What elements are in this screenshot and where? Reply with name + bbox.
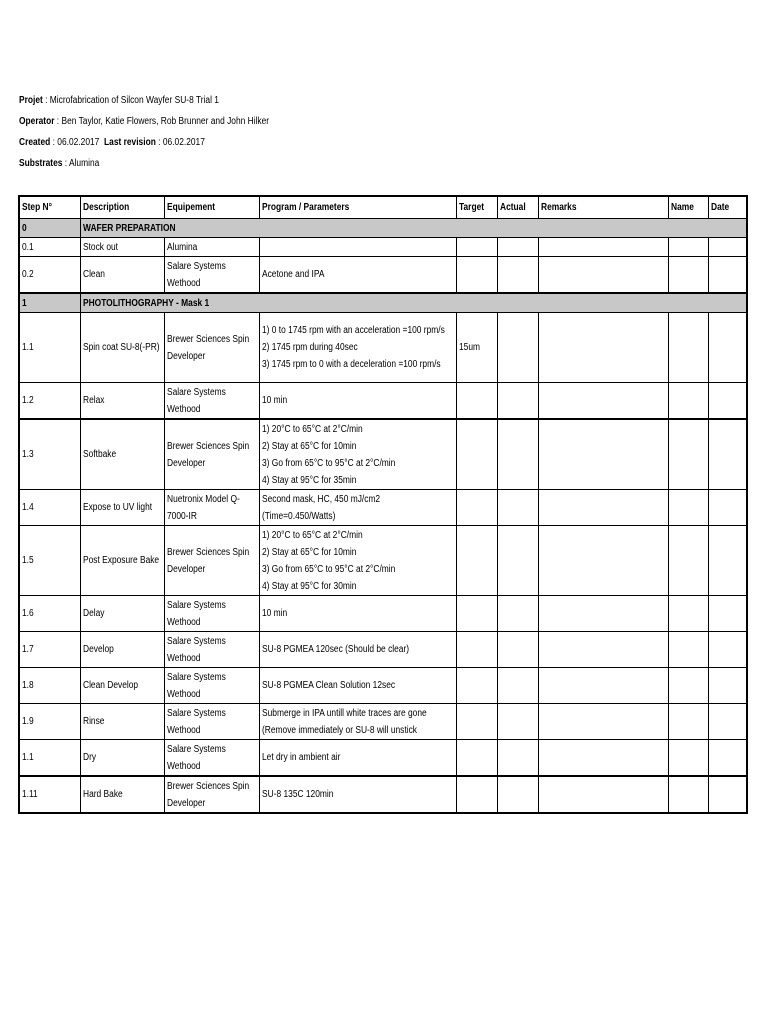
col-header-date: Date	[708, 196, 747, 219]
remarks-cell[interactable]	[538, 776, 668, 813]
description-cell: Hard Bake	[80, 776, 164, 813]
date-cell[interactable]	[708, 596, 747, 632]
description-cell: Clean Develop	[80, 668, 164, 704]
description-cell: Post Exposure Bake	[80, 526, 164, 596]
actual-cell[interactable]	[497, 740, 538, 777]
remarks-cell[interactable]	[538, 490, 668, 526]
actual-cell[interactable]	[497, 668, 538, 704]
step-cell: 1.11	[19, 776, 80, 813]
params-cell: Second mask, HC, 450 mJ/cm2 (Time=0.450/Watts)	[259, 490, 456, 526]
section-step: 0	[19, 219, 80, 238]
table-row	[19, 776, 747, 813]
step-cell: 1.1	[19, 313, 80, 383]
date-cell[interactable]	[708, 383, 747, 420]
date-cell[interactable]	[708, 313, 747, 383]
section-title: PHOTOLITHOGRAPHY - Mask 1	[80, 293, 747, 313]
equipment-cell: Salare Systems Wethood	[164, 596, 259, 632]
revision-label: Last revision	[104, 137, 156, 148]
description-cell: Stock out	[80, 238, 164, 257]
params-cell: Submerge in IPA untill white traces are gone (Remove immediately or SU-8 will unstick	[259, 704, 456, 740]
target-cell	[456, 596, 497, 632]
remarks-cell[interactable]	[538, 668, 668, 704]
remarks-cell[interactable]	[538, 740, 668, 777]
section-row	[19, 293, 747, 313]
name-cell[interactable]	[668, 419, 708, 490]
target-cell	[456, 632, 497, 668]
col-header-name: Name	[668, 196, 708, 219]
name-cell[interactable]	[668, 668, 708, 704]
actual-cell[interactable]	[497, 776, 538, 813]
col-header-step: Step N°	[19, 196, 80, 219]
equipment-cell: Salare Systems Wethood	[164, 383, 259, 420]
revision-value: : 06.02.2017	[155, 137, 205, 148]
step-cell: 1.4	[19, 490, 80, 526]
table-header-row	[19, 196, 747, 219]
table-row	[19, 632, 747, 668]
equipment-cell: Salare Systems Wethood	[164, 668, 259, 704]
substrates-label: Substrates	[19, 158, 63, 169]
date-cell[interactable]	[708, 490, 747, 526]
equipment-cell: Brewer Sciences Spin Developer	[164, 526, 259, 596]
col-header-remarks: Remarks	[538, 196, 668, 219]
date-cell[interactable]	[708, 740, 747, 777]
params-cell: Let dry in ambient air	[259, 740, 456, 777]
remarks-cell[interactable]	[538, 704, 668, 740]
equipment-cell: Brewer Sciences Spin Developer	[164, 313, 259, 383]
section-title: WAFER PREPARATION	[80, 219, 747, 238]
created-label: Created	[19, 137, 51, 148]
equipment-cell: Alumina	[164, 238, 259, 257]
table-row	[19, 257, 747, 294]
params-cell: 10 min	[259, 383, 456, 420]
params-cell: 1) 20°C to 65°C at 2°C/min 2) Stay at 65°C for 10min 3) Go from 65°C to 95°C at 2°C/min 4) Stay at 95°C for 35min	[259, 419, 456, 490]
table-row	[19, 383, 747, 420]
description-cell: Delay	[80, 596, 164, 632]
date-cell[interactable]	[708, 419, 747, 490]
actual-cell[interactable]	[497, 313, 538, 383]
table-row	[19, 313, 747, 383]
target-cell	[456, 238, 497, 257]
equipment-cell: Salare Systems Wethood	[164, 740, 259, 777]
remarks-cell[interactable]	[538, 383, 668, 420]
section-step: 1	[19, 293, 80, 313]
col-header-target: Target	[456, 196, 497, 219]
table-row	[19, 740, 747, 777]
project-value: : Microfabrication of Silcon Wayfer SU-8 Trial 1	[42, 95, 219, 106]
target-cell: 15um	[456, 313, 497, 383]
params-cell	[259, 238, 456, 257]
description-cell: Relax	[80, 383, 164, 420]
actual-cell[interactable]	[497, 596, 538, 632]
operator-value: : Ben Taylor, Katie Flowers, Rob Brunner and John Hilker	[54, 116, 270, 127]
table-row	[19, 668, 747, 704]
table-row	[19, 490, 747, 526]
step-cell: 1.9	[19, 704, 80, 740]
name-cell[interactable]	[668, 704, 708, 740]
step-cell: 1.1	[19, 740, 80, 777]
description-cell: Softbake	[80, 419, 164, 490]
actual-cell[interactable]	[497, 526, 538, 596]
col-header-parameters: Program / Parameters	[259, 196, 456, 219]
equipment-cell: Nuetronix Model Q- 7000-IR	[164, 490, 259, 526]
remarks-cell[interactable]	[538, 238, 668, 257]
step-cell: 1.6	[19, 596, 80, 632]
name-cell[interactable]	[668, 740, 708, 777]
target-cell	[456, 740, 497, 777]
description-cell: Rinse	[80, 704, 164, 740]
step-cell: 1.3	[19, 419, 80, 490]
description-cell: Develop	[80, 632, 164, 668]
remarks-cell[interactable]	[538, 526, 668, 596]
operator-label: Operator	[19, 116, 55, 127]
target-cell	[456, 419, 497, 490]
name-cell[interactable]	[668, 490, 708, 526]
process-traveler-table	[18, 195, 748, 814]
params-cell: Acetone and IPA	[259, 257, 456, 294]
target-cell	[456, 383, 497, 420]
equipment-cell: Salare Systems Wethood	[164, 704, 259, 740]
substrates-line	[19, 156, 269, 177]
created-value: : 06.02.2017	[50, 137, 105, 148]
name-cell[interactable]	[668, 632, 708, 668]
target-cell	[456, 526, 497, 596]
equipment-cell: Salare Systems Wethood	[164, 257, 259, 294]
date-cell[interactable]	[708, 632, 747, 668]
section-row	[19, 219, 747, 238]
equipment-cell: Brewer Sciences Spin Developer	[164, 776, 259, 813]
dates-line	[19, 135, 269, 156]
name-cell[interactable]	[668, 383, 708, 420]
remarks-cell[interactable]	[538, 632, 668, 668]
params-cell: SU-8 PGMEA 120sec (Should be clear)	[259, 632, 456, 668]
params-cell: SU-8 PGMEA Clean Solution 12sec	[259, 668, 456, 704]
project-label: Projet	[19, 95, 43, 106]
document-header	[19, 93, 269, 177]
name-cell[interactable]	[668, 776, 708, 813]
actual-cell[interactable]	[497, 238, 538, 257]
substrates-value: : Alumina	[62, 158, 100, 169]
actual-cell[interactable]	[497, 632, 538, 668]
col-header-equipment: Equipement	[164, 196, 259, 219]
step-cell: 1.2	[19, 383, 80, 420]
table-row	[19, 596, 747, 632]
table-row	[19, 526, 747, 596]
actual-cell[interactable]	[497, 490, 538, 526]
target-cell	[456, 668, 497, 704]
date-cell[interactable]	[708, 526, 747, 596]
remarks-cell[interactable]	[538, 257, 668, 294]
step-cell: 0.1	[19, 238, 80, 257]
target-cell	[456, 704, 497, 740]
remarks-cell[interactable]	[538, 313, 668, 383]
date-cell[interactable]	[708, 668, 747, 704]
actual-cell[interactable]	[497, 383, 538, 420]
equipment-cell: Salare Systems Wethood	[164, 632, 259, 668]
operator-line	[19, 114, 269, 135]
actual-cell[interactable]	[497, 419, 538, 490]
params-cell: SU-8 135C 120min	[259, 776, 456, 813]
table-body	[19, 219, 747, 814]
name-cell[interactable]	[668, 596, 708, 632]
date-cell[interactable]	[708, 257, 747, 294]
equipment-cell: Brewer Sciences Spin Developer	[164, 419, 259, 490]
date-cell[interactable]	[708, 238, 747, 257]
step-cell: 1.8	[19, 668, 80, 704]
name-cell[interactable]	[668, 238, 708, 257]
step-cell: 1.7	[19, 632, 80, 668]
remarks-cell[interactable]	[538, 419, 668, 490]
actual-cell[interactable]	[497, 257, 538, 294]
project-line	[19, 93, 269, 114]
description-cell: Dry	[80, 740, 164, 777]
table-row	[19, 704, 747, 740]
col-header-description: Description	[80, 196, 164, 219]
actual-cell[interactable]	[497, 704, 538, 740]
description-cell: Expose to UV light	[80, 490, 164, 526]
table-row	[19, 419, 747, 490]
step-cell: 1.5	[19, 526, 80, 596]
target-cell	[456, 776, 497, 813]
step-cell: 0.2	[19, 257, 80, 294]
name-cell[interactable]	[668, 526, 708, 596]
params-cell: 10 min	[259, 596, 456, 632]
description-cell: Clean	[80, 257, 164, 294]
name-cell[interactable]	[668, 313, 708, 383]
col-header-actual: Actual	[497, 196, 538, 219]
params-cell: 1) 20°C to 65°C at 2°C/min 2) Stay at 65°C for 10min 3) Go from 65°C to 95°C at 2°C/min 4) Stay at 95°C for 30min	[259, 526, 456, 596]
description-cell: Spin coat SU-8(-PR)	[80, 313, 164, 383]
table-row	[19, 238, 747, 257]
params-cell: 1) 0 to 1745 rpm with an acceleration =100 rpm/s 2) 1745 rpm during 40sec 3) 1745 rpm to 0 with a deceleration =100 rpm/s	[259, 313, 456, 383]
target-cell	[456, 257, 497, 294]
date-cell[interactable]	[708, 704, 747, 740]
name-cell[interactable]	[668, 257, 708, 294]
remarks-cell[interactable]	[538, 596, 668, 632]
target-cell	[456, 490, 497, 526]
date-cell[interactable]	[708, 776, 747, 813]
